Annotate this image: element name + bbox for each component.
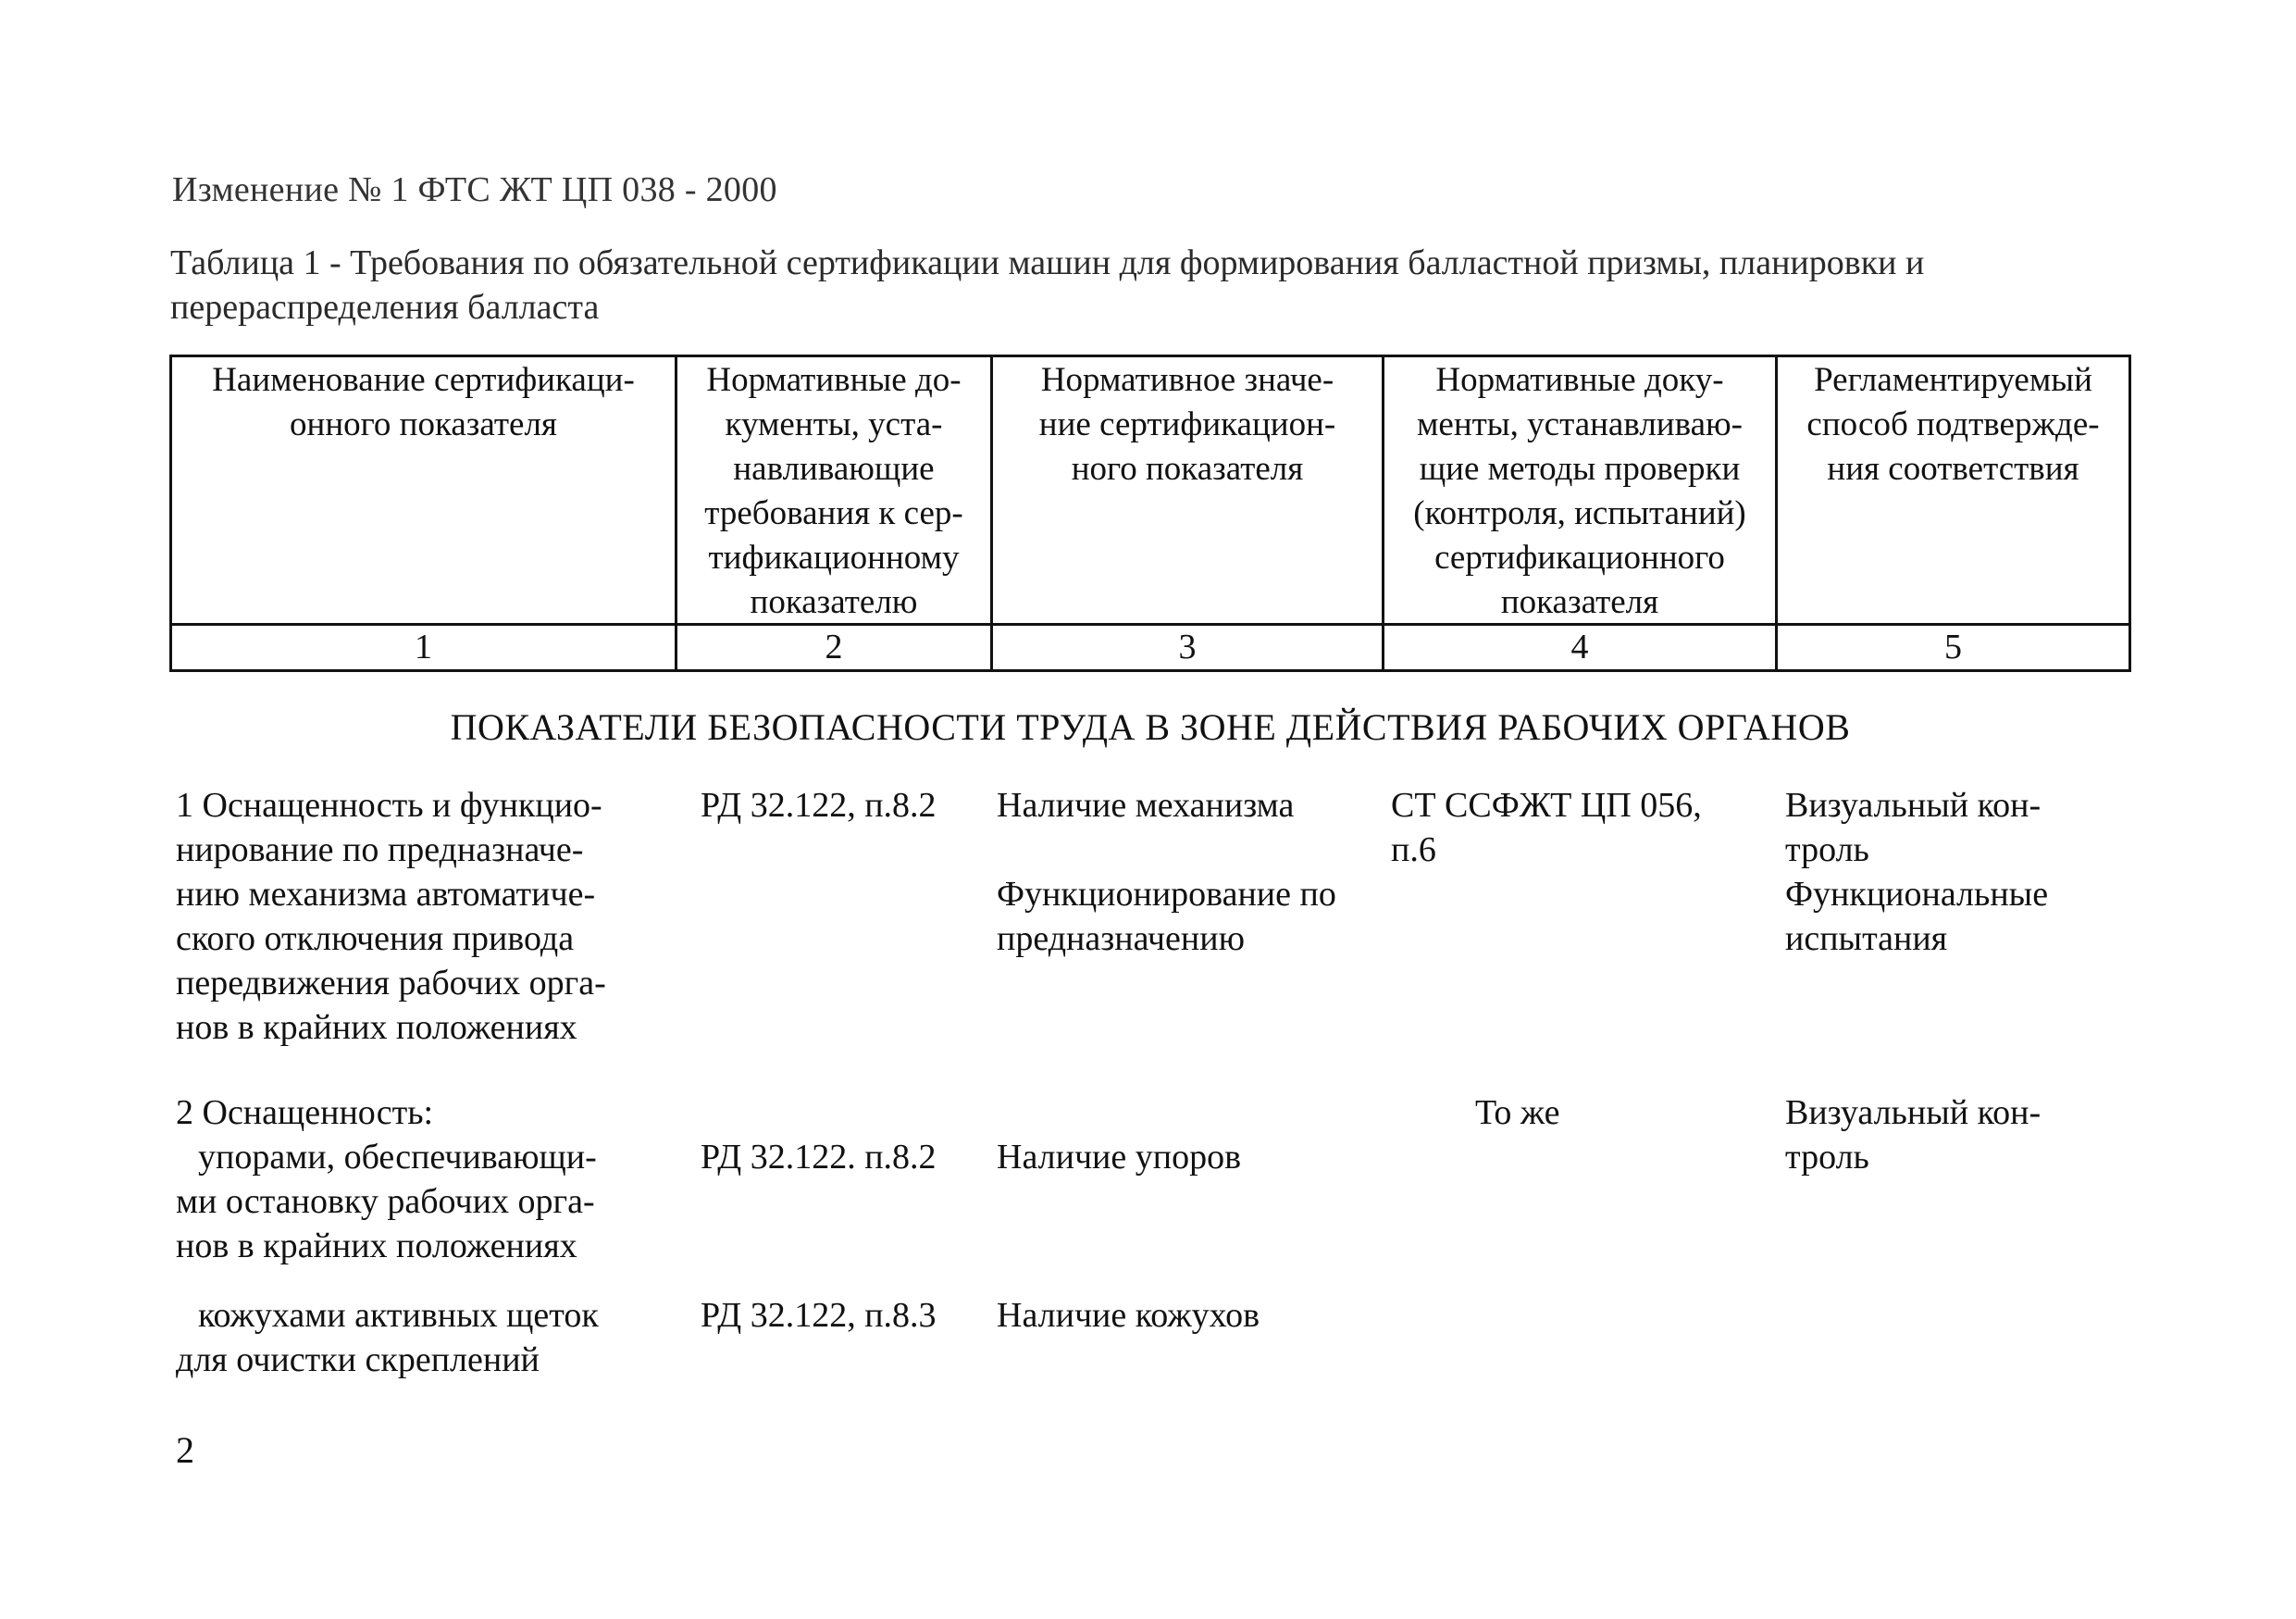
- column-header-4-line: Нормативные доку-: [1435, 361, 1724, 399]
- column-header-2-line: показателю: [750, 583, 918, 621]
- column-header-2-line: навливающие: [733, 450, 935, 488]
- row-1-indicator-line: нирование по предназначе-: [176, 830, 584, 869]
- row-1-confirmation-method-line: испытания: [1785, 919, 1948, 958]
- row-1-indicator-line: нию механизма автоматиче-: [176, 875, 596, 914]
- column-header-1-line: Наименование сертификаци-: [212, 361, 635, 399]
- column-header-4: [1384, 358, 1775, 625]
- column-number-3: 3: [1178, 628, 1197, 666]
- column-number-4: 4: [1570, 628, 1589, 666]
- section-title: ПОКАЗАТЕЛИ БЕЗОПАСНОСТИ ТРУДА В ЗОНЕ ДЕЙСТВИЯ РАБОЧИХ ОРГАНОВ: [450, 706, 1851, 748]
- column-header-4-line: сертификационного: [1434, 539, 1725, 577]
- column-header-3: [993, 358, 1382, 492]
- row-1-indicator-line: 1 Оснащенность и функцио-: [176, 786, 602, 825]
- column-header-3-line: ние сертификацион-: [1038, 405, 1336, 443]
- row-3-indicator-line: для очистки скреплений: [176, 1340, 540, 1379]
- row-1-normative-value-function: [997, 872, 1336, 961]
- column-header-4-line: щие методы проверки: [1419, 450, 1741, 488]
- column-header-5-line: ния соответствия: [1827, 450, 2079, 488]
- column-header-5-line: способ подтвержде-: [1806, 405, 2100, 443]
- column-header-2-line: Нормативные до-: [706, 361, 962, 399]
- row-1-confirmation-method-line: троль: [1785, 830, 1869, 869]
- column-header-4-line: менты, устанавливаю-: [1417, 405, 1743, 443]
- row-1-normative-value-b-line: Функционирование по: [997, 875, 1336, 914]
- row-2-indicator-head: 2 Оснащенность:: [176, 1093, 434, 1132]
- row-2-confirmation-method-line: Визуальный кон-: [1785, 1093, 2042, 1132]
- column-number-1: 1: [415, 628, 432, 666]
- row-2-normative-doc-text: РД 32.122. п.8.2: [701, 1138, 937, 1177]
- row-2-indicator-line: ми остановку рабочих орга-: [176, 1182, 595, 1221]
- row-1-confirmation-method: [1785, 783, 2048, 961]
- row-1-indicator-line: нов в крайних положениях: [176, 1008, 577, 1047]
- row-3-normative-value: [997, 1293, 1260, 1338]
- column-header-4-line: (контроля, испытаний): [1413, 494, 1746, 532]
- row-2-normative-doc: [701, 1135, 937, 1179]
- row-2-indicator-line: упорами, обеспечивающи-: [198, 1138, 597, 1177]
- column-header-2: [677, 358, 990, 625]
- row-2-normative-value: [997, 1135, 1241, 1179]
- row-1-test-method-doc-line: п.6: [1391, 830, 1436, 869]
- row-2-confirmation-method: [1785, 1090, 2041, 1179]
- table-border-right: [2128, 355, 2131, 672]
- row-2-normative-value-text: Наличие упоров: [997, 1138, 1242, 1177]
- column-number-2: 2: [825, 628, 843, 666]
- row-2-indicator: [176, 1090, 597, 1268]
- row-3-normative-value-text: Наличие кожухов: [997, 1296, 1260, 1335]
- column-header-4-line: показателя: [1500, 583, 1659, 621]
- row-2-indicator-line: нов в крайних положениях: [176, 1227, 577, 1265]
- row-3-indicator: [176, 1293, 599, 1382]
- column-header-1: [172, 358, 675, 447]
- table-border-bottom: [169, 669, 2131, 672]
- column-number-5: 5: [1944, 628, 1962, 666]
- requirements-table-header: [169, 355, 2131, 672]
- row-2-confirmation-method-line: троль: [1785, 1138, 1869, 1177]
- column-header-3-line: Нормативное значе-: [1040, 361, 1334, 399]
- column-header-1-line: онного показателя: [290, 405, 557, 443]
- row-1-normative-value: [997, 783, 1294, 828]
- column-header-5-line: Регламентируемый: [1814, 361, 2092, 399]
- table-caption-line-1: Таблица 1 - Требования по обязательной сертификации машин для формирования балластной призмы, планировки и: [170, 243, 1925, 282]
- row-3-indicator-line: кожухами активных щеток: [198, 1296, 599, 1335]
- row-3-normative-doc: [701, 1293, 937, 1338]
- row-1-normative-doc: [701, 783, 937, 828]
- row-1-normative-doc-text: РД 32.122, п.8.2: [701, 786, 937, 825]
- column-header-2-line: требования к сер-: [704, 494, 963, 532]
- row-1-test-method-doc: [1391, 783, 1702, 872]
- row-1-normative-value-a: Наличие механизма: [997, 786, 1295, 825]
- table-caption-line-2: перераспределения балласта: [170, 288, 600, 327]
- column-header-5: [1778, 358, 2128, 492]
- row-1-indicator-line: передвижения рабочих орга-: [176, 964, 606, 1003]
- row-2-test-method-doc-text: То же: [1475, 1093, 1560, 1132]
- table-border-top: [169, 355, 2131, 357]
- row-1-test-method-doc-line: СТ ССФЖТ ЦП 056,: [1391, 786, 1702, 825]
- row-3-normative-doc-text: РД 32.122, п.8.3: [701, 1296, 937, 1335]
- column-header-2-line: кументы, уста-: [725, 405, 943, 443]
- row-1-normative-value-b-line: предназначению: [997, 919, 1245, 958]
- row-1-confirmation-method-line: Визуальный кон-: [1785, 786, 2042, 825]
- page-number: 2: [176, 1429, 194, 1471]
- document-header: Изменение № 1 ФТС ЖТ ЦП 038 - 2000: [172, 170, 777, 209]
- column-header-3-line: ного показателя: [1071, 450, 1304, 488]
- row-2-test-method-doc: [1475, 1090, 1559, 1135]
- column-header-2-line: тификационному: [708, 539, 960, 577]
- row-1-confirmation-method-line: Функциональные: [1785, 875, 2049, 914]
- row-1-indicator-line: ского отключения привода: [176, 919, 575, 958]
- row-1-indicator: [176, 783, 606, 1050]
